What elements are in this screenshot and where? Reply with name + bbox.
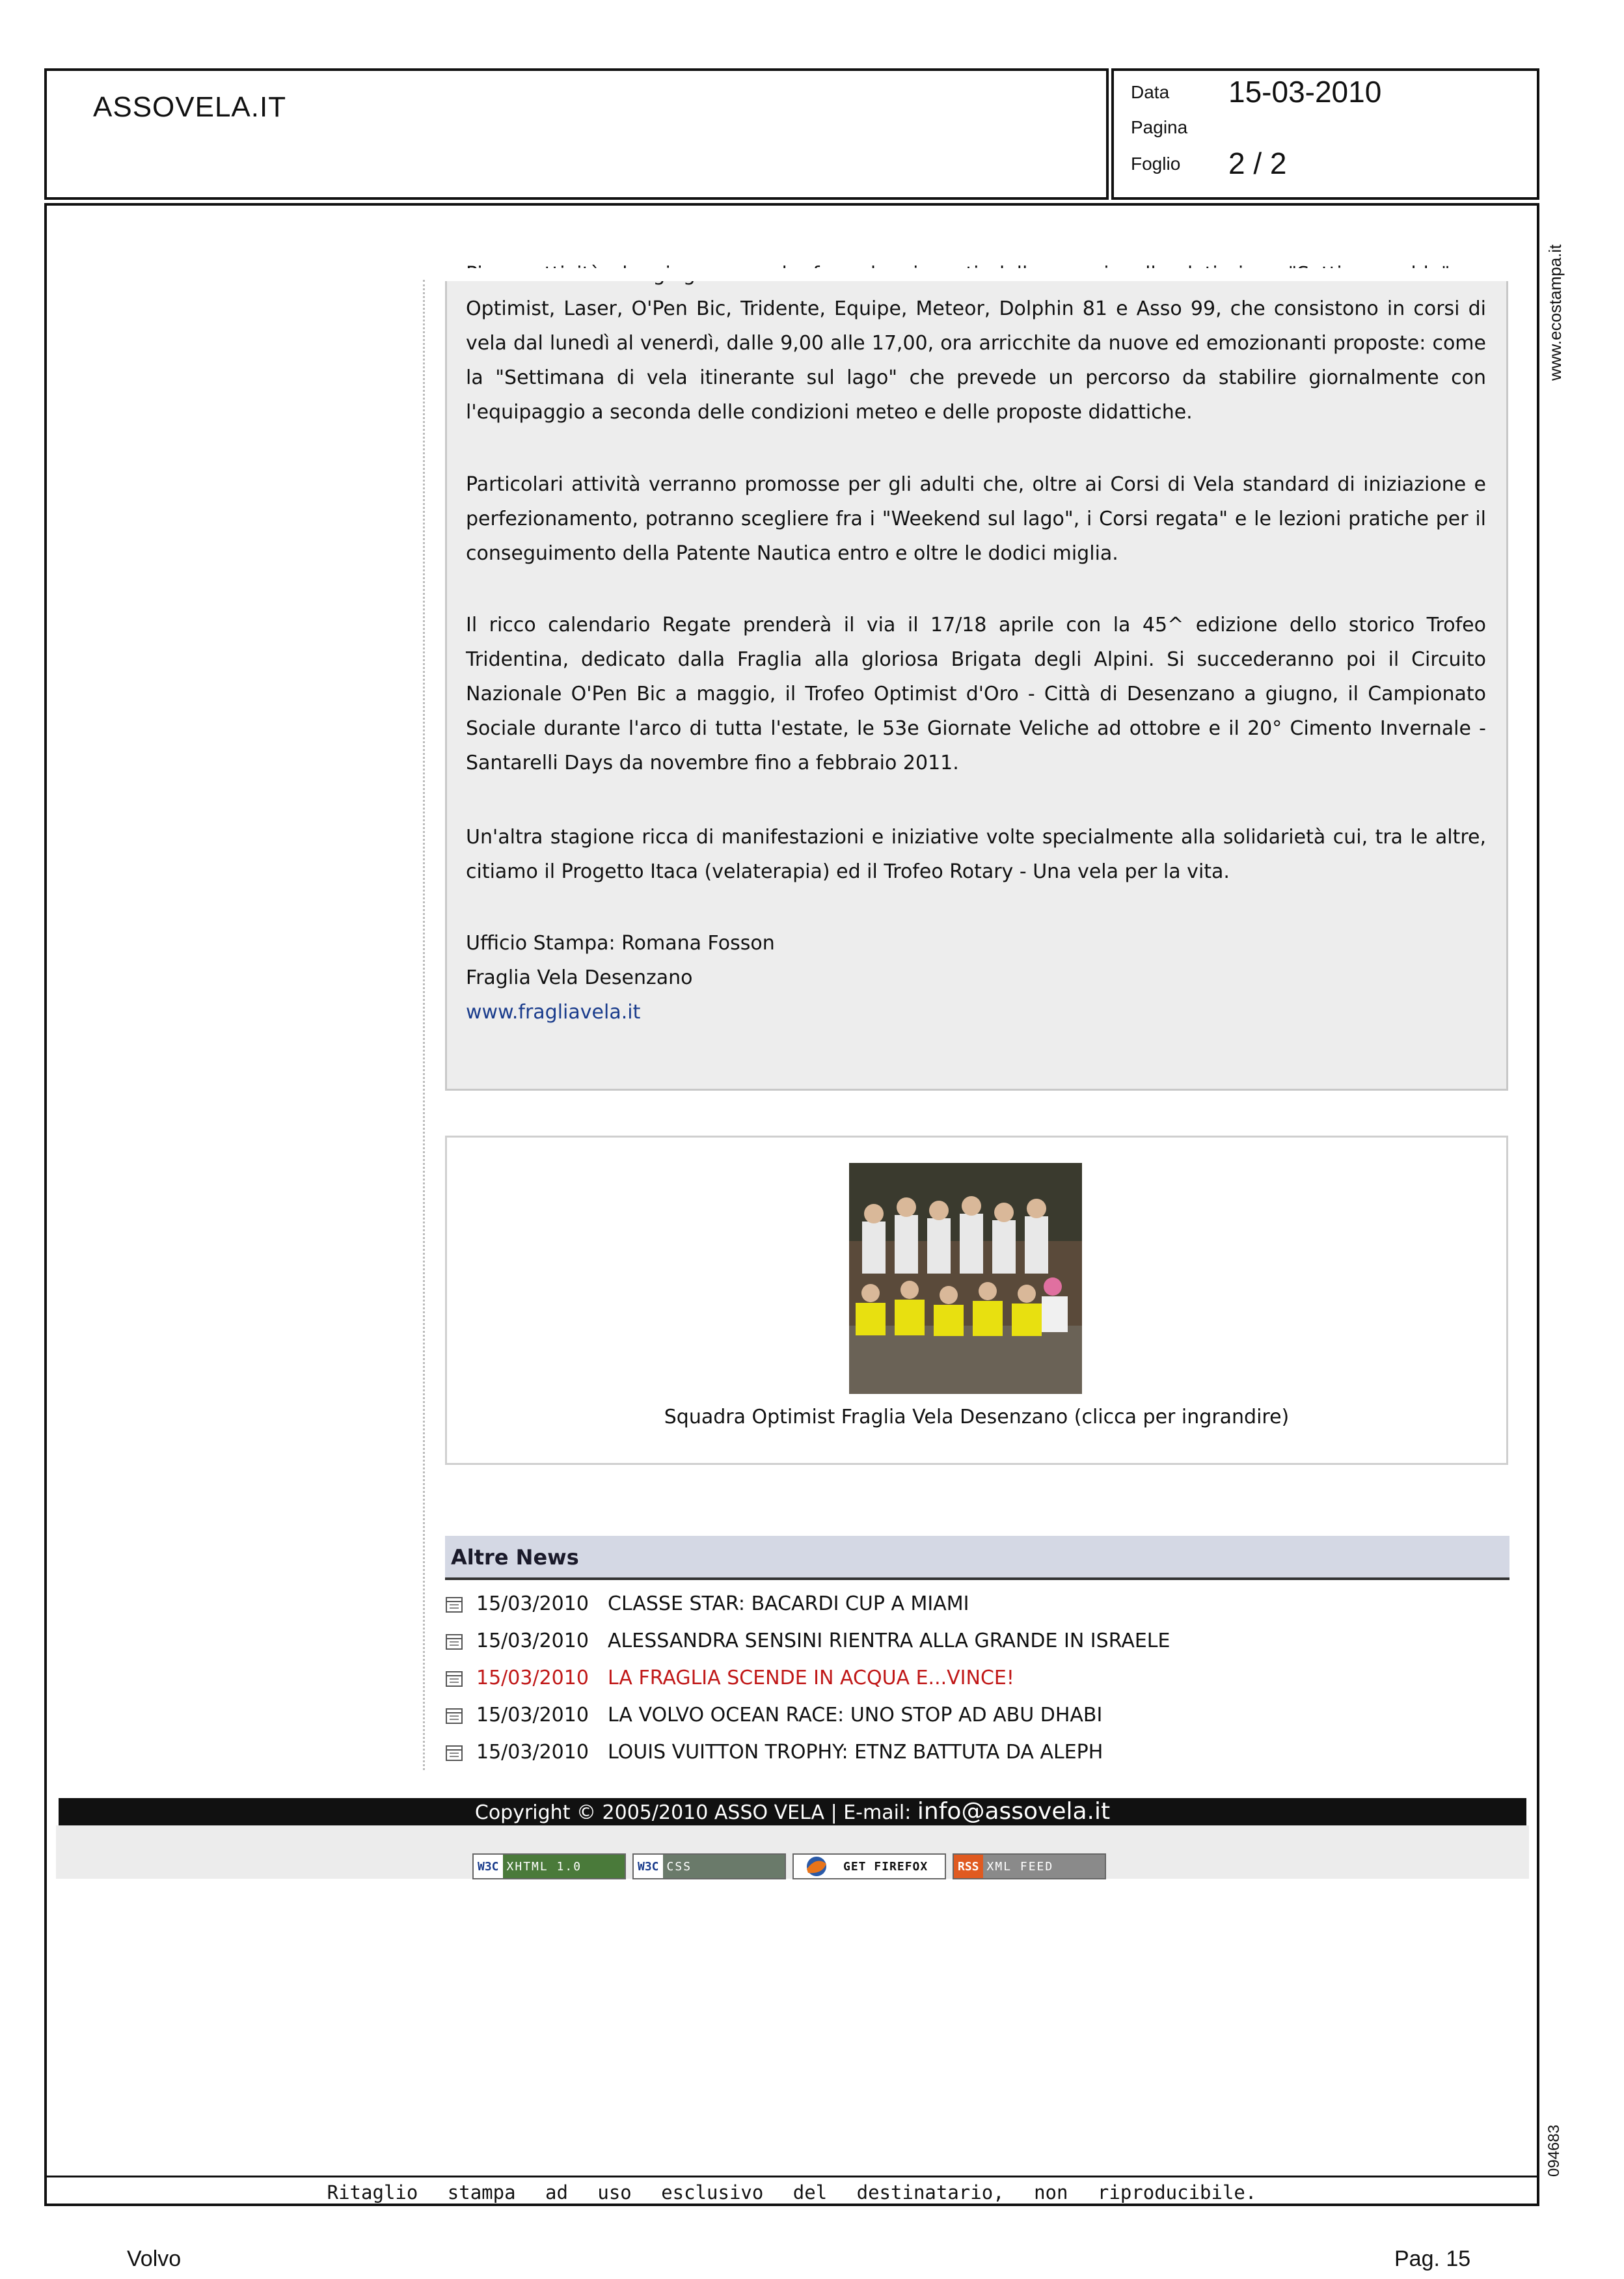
rss-icon: RSS bbox=[954, 1855, 983, 1878]
calendar-icon bbox=[445, 1632, 463, 1650]
badge-label: GET FIREFOX bbox=[843, 1859, 928, 1874]
data-label: Data bbox=[1131, 82, 1170, 102]
article-paragraph-4: Un'altra stagione ricca di manifestazioni e iniziative volte specialmente alla solidarietà cui, tra le altre, citiamo il Progetto Itaca (velaterapia) ed il Trofeo Rotary - Una vela per la vita. bbox=[466, 826, 1486, 883]
news-header-bar bbox=[445, 1536, 1509, 1580]
article-crop-edge bbox=[445, 268, 1508, 281]
news-item-current[interactable] bbox=[445, 1664, 1512, 1700]
badge-label: XML FEED bbox=[983, 1855, 1105, 1878]
badge-label: CSS bbox=[663, 1855, 785, 1878]
clipping-disclaimer: Ritaglio stampa ad uso esclusivo del destinatario, non riproducibile. bbox=[327, 2181, 1257, 2204]
news-date: 15/03/2010 bbox=[476, 1704, 589, 1726]
client-name: Volvo bbox=[127, 2246, 182, 2271]
signature-office: Ufficio Stampa: Romana Fosson bbox=[466, 932, 775, 955]
pagina-label: Pagina bbox=[1131, 117, 1188, 137]
rss-badge[interactable] bbox=[953, 1853, 1106, 1879]
css-badge[interactable] bbox=[632, 1853, 786, 1879]
data-value: 15-03-2010 bbox=[1228, 75, 1382, 109]
news-item[interactable] bbox=[445, 1627, 1512, 1663]
news-title[interactable]: CLASSE STAR: BACARDI CUP A MIAMI bbox=[608, 1592, 969, 1615]
news-date: 15/03/2010 bbox=[476, 1741, 589, 1764]
source-box bbox=[44, 68, 1109, 200]
news-heading: Altre News bbox=[451, 1545, 579, 1570]
column-divider bbox=[423, 280, 425, 1770]
news-date: 15/03/2010 bbox=[476, 1667, 589, 1689]
footer-copyright bbox=[59, 1798, 1526, 1827]
news-date: 15/03/2010 bbox=[476, 1630, 589, 1652]
foglio-label: Foglio bbox=[1131, 154, 1181, 174]
news-title[interactable]: ALESSANDRA SENSINI RIENTRA ALLA GRANDE IN ISRAELE bbox=[608, 1630, 1171, 1652]
signature-link[interactable]: www.fragliavela.it bbox=[466, 1001, 641, 1024]
copyright-text: Copyright © 2005/2010 ASSO VELA | E-mail: bbox=[474, 1801, 917, 1824]
calendar-icon bbox=[445, 1669, 463, 1687]
news-date: 15/03/2010 bbox=[476, 1592, 589, 1615]
foglio-value: 2 / 2 bbox=[1228, 146, 1287, 180]
news-title[interactable]: LA VOLVO OCEAN RACE: UNO STOP AD ABU DHABI bbox=[608, 1704, 1103, 1726]
team-photo[interactable] bbox=[849, 1163, 1082, 1394]
news-item[interactable] bbox=[445, 1590, 1512, 1626]
calendar-icon bbox=[445, 1595, 463, 1613]
source-title: ASSOVELA.IT bbox=[93, 91, 287, 123]
article-paragraph-2: Particolari attività verranno promosse per gli adulti che, oltre ai Corsi di Vela standard di iniziazione e perfezionamento, potranno scegliere fra i "Weekend sul lago", i Corsi regata" e le lezioni pratiche per il conseguimento della Patente Nautica entro e oltre le dodici miglia. bbox=[466, 473, 1486, 565]
side-url: www.ecostampa.it bbox=[1545, 244, 1565, 381]
firefox-badge[interactable] bbox=[792, 1853, 946, 1879]
page-number: Pag. 15 bbox=[1394, 2246, 1471, 2271]
w3c-logo: W3C bbox=[638, 1859, 659, 1874]
news-title[interactable]: LOUIS VUITTON TROPHY: ETNZ BATTUTA DA ALEPH bbox=[608, 1741, 1103, 1764]
article-paragraph-1: Optimist, Laser, O'Pen Bic, Tridente, Equipe, Meteor, Dolphin 81 e Asso 99, che consistono in corsi di vela dal lunedì al venerdì, dalle 9,00 alle 17,00, ora arricchite da nuove ed emozionanti proposte: come la "Settimana di vela itinerante sul lago" che prevede un percorso da stabilire giornalmente con l'equipaggio a seconda delle condizioni meteo e delle proposte didattiche. bbox=[466, 297, 1486, 424]
news-title[interactable]: LA FRAGLIA SCENDE IN ACQUA E...VINCE! bbox=[608, 1667, 1014, 1689]
article-paragraph-3: Il ricco calendario Regate prenderà il via il 17/18 aprile con la 45^ edizione dello storico Trofeo Tridentina, dedicato dalla Fraglia alla gloriosa Brigata degli Alpini. Si succederanno poi il Circuito Nazionale O'Pen Bic a maggio, il Trofeo Optimist d'Oro - Città di Desenzano a giugno, il Campionato Sociale durante l'arco di tutta l'estate, le 53e Giornate Veliche ad ottobre e il 20° Cimento Invernale - Santarelli Days da novembre fino a febbraio 2011. bbox=[466, 614, 1486, 774]
calendar-icon bbox=[445, 1743, 463, 1762]
footer-email-link[interactable]: info@assovela.it bbox=[917, 1798, 1111, 1825]
clipping-divider bbox=[46, 2176, 1538, 2177]
signature-org: Fraglia Vela Desenzano bbox=[466, 966, 693, 989]
photo-caption[interactable]: Squadra Optimist Fraglia Vela Desenzano (clicca per ingrandire) bbox=[664, 1406, 1290, 1428]
xhtml-badge[interactable] bbox=[472, 1853, 626, 1879]
news-item[interactable] bbox=[445, 1738, 1512, 1775]
calendar-icon bbox=[445, 1706, 463, 1725]
article-signature bbox=[466, 926, 1486, 1030]
news-item[interactable] bbox=[445, 1701, 1512, 1738]
w3c-logo: W3C bbox=[478, 1859, 499, 1874]
firefox-icon bbox=[794, 1855, 839, 1878]
side-code: 094683 bbox=[1545, 2124, 1563, 2177]
badge-label: XHTML 1.0 bbox=[503, 1855, 625, 1878]
